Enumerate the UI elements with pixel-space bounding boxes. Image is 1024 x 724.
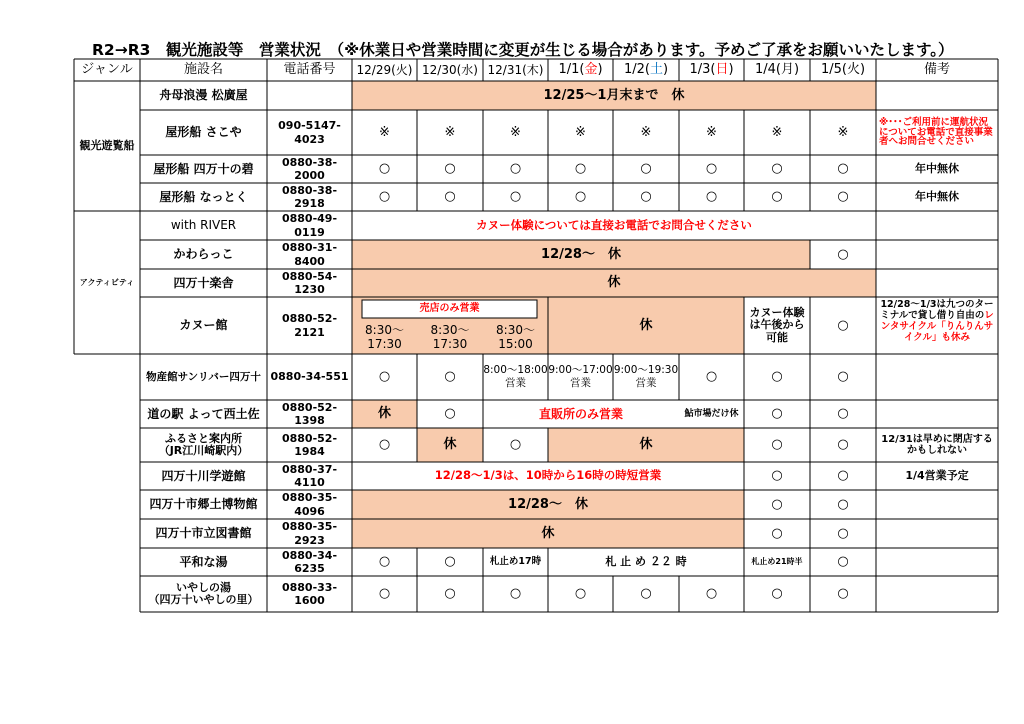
date-0102-post: ) [662, 62, 669, 78]
remark-rental-cycle-b: レンタサイクル「りんりんサイクル」 [880, 309, 994, 343]
facility-name: 平和な湯 [179, 554, 228, 569]
open-mark: ○ [640, 161, 652, 177]
date-0103-pre: 1/3( [689, 62, 716, 78]
open-mark: ○ [837, 586, 849, 602]
open-mark: ○ [837, 468, 849, 484]
phone-number: 0880-34-6235 [281, 548, 338, 575]
open-mark: ○ [574, 161, 587, 177]
open-mark: ○ [444, 406, 456, 422]
hours-1231: 8:00～18:00 営業 [483, 363, 548, 389]
shop-only-label: 売店のみ営業 [419, 303, 480, 314]
date-0102-day: 土 [649, 62, 663, 78]
open-mark: ○ [837, 437, 849, 453]
header-date-0102 [613, 59, 679, 81]
canoe-afternoon-note: カヌー体験 は午後から 可能 [749, 305, 805, 344]
phone-number: 0880-35-4096 [281, 491, 338, 518]
open-mark: ○ [837, 161, 849, 177]
facility-name: カヌー館 [179, 318, 228, 333]
open-mark: ○ [705, 189, 718, 205]
facility-name: with RIVER [170, 218, 237, 233]
phone-number: 090-5147-4023 [278, 119, 341, 146]
header-remarks: 備考 [923, 62, 950, 78]
remark-year-round: 年中無休 [915, 162, 959, 176]
date-0101-day: 金 [584, 62, 598, 78]
phone-number: 0880-52-1984 [281, 431, 338, 458]
header-date-0101 [548, 59, 613, 81]
closed-mark: 休 [639, 437, 653, 453]
open-mark: ○ [837, 317, 849, 333]
date-0103-day: 日 [715, 62, 729, 78]
facility-name: 四万十市郷土博物館 [149, 497, 258, 512]
note-mark: ※ [575, 124, 586, 140]
header-date-0103 [679, 59, 744, 81]
closed-mark: 休 [607, 275, 621, 291]
note-mark: ※ [444, 124, 456, 140]
open-mark: ○ [378, 554, 391, 570]
closed-mark: 休 [443, 437, 457, 453]
date-0101-pre: 1/1( [558, 62, 585, 78]
closed-mark: 休 [639, 317, 653, 333]
facility-name: ふるさと案内所 （JR江川崎駅内） [158, 431, 249, 457]
open-mark: ○ [771, 437, 783, 453]
note-mark: ※ [640, 124, 652, 140]
closed-period: 12/28～ 休 [508, 496, 588, 512]
phone-number: 0880-35-2923 [281, 520, 338, 547]
date-0103-post: ) [728, 62, 734, 78]
remark-year-round: 年中無休 [915, 190, 959, 204]
note-mark: ※ [510, 124, 521, 140]
open-mark: ○ [574, 189, 587, 205]
facility-name: 四万十川学遊館 [161, 468, 246, 483]
remark-early-close: 12/31は早めに閉店するかもしれない [881, 433, 993, 456]
open-mark: ○ [837, 525, 849, 541]
note-mark: ※ [771, 124, 783, 140]
date-0101-post: ) [597, 62, 603, 78]
open-mark: ○ [444, 161, 456, 177]
open-mark: ○ [837, 554, 849, 570]
facility-name: 四万十楽舎 [173, 275, 234, 290]
open-mark: ○ [509, 437, 522, 453]
open-mark: ○ [378, 437, 391, 453]
open-mark: ○ [837, 496, 849, 512]
header-date-0104: 1/4(月) [754, 62, 800, 78]
remark-open-plan: 1/4営業予定 [905, 469, 969, 483]
ayu-market-closed: 鮎市場だけ休 [684, 408, 739, 419]
open-mark: ○ [378, 189, 391, 205]
closed-mark: 休 [541, 525, 555, 541]
open-mark: ○ [771, 468, 783, 484]
open-mark: ○ [444, 586, 456, 602]
open-mark: ○ [771, 161, 783, 177]
phone-number: 0880-37-4110 [281, 462, 338, 489]
hours-0102: 9:00～19:30 営業 [613, 363, 679, 389]
open-mark: ○ [771, 369, 783, 385]
header-date-1231: 12/31(木) [487, 62, 544, 77]
canoe-inquiry-message: カヌー体験については直接お電話でお問合せください [476, 217, 752, 232]
remark-note: ※･･･ご利用前に運航状況についてお電話で直接事業者へお問合せください [879, 116, 993, 148]
open-mark: ○ [705, 369, 718, 385]
header-date-0105: 1/5(火) [820, 62, 866, 78]
hours-1231: 8:30～ 15:00 [496, 322, 535, 351]
date-0102-pre: 1/2( [623, 62, 650, 78]
open-mark: ○ [444, 554, 456, 570]
open-mark: ○ [444, 369, 456, 385]
phone-number: 0880-38-2918 [281, 183, 338, 210]
hours-0101: 9:00～17:00 営業 [548, 363, 613, 389]
open-mark: ○ [378, 586, 391, 602]
open-mark: ○ [771, 406, 783, 422]
header-phone: 電話番号 [283, 62, 336, 78]
remark-rental-cycle-a: 12/28～1/3は九つのターミナルで貸し借り自由の [880, 299, 994, 321]
open-mark: ○ [837, 246, 849, 262]
open-mark: ○ [705, 161, 718, 177]
remark-rental-cycle [877, 297, 997, 354]
phone-number: 0880-52-1398 [281, 400, 338, 427]
open-mark: ○ [444, 189, 456, 205]
open-mark: ○ [509, 586, 522, 602]
facility-name: いやしの湯 （四万十いやしの里） [148, 580, 259, 606]
phone-number: 0880-31-8400 [281, 241, 338, 268]
remark-rental-cycle-c: も休み [941, 331, 971, 343]
facility-name: 舟母浪漫 松廣屋 [159, 88, 248, 103]
open-mark: ○ [705, 586, 718, 602]
note-mark: ※ [837, 124, 849, 140]
phone-number: 0880-52-2121 [281, 312, 338, 339]
page-title: R2→R3 観光施設等 営業状況 （※休業日や営業時間に変更が生じる場合があります。予めご了承をお願いいたします。） [92, 41, 954, 59]
phone-number: 0880-33-1600 [281, 580, 338, 607]
open-mark: ○ [771, 189, 783, 205]
open-mark: ○ [771, 496, 783, 512]
genre-activity: アクティビティ [79, 277, 135, 287]
facility-name: 道の駅 よって西土佐 [147, 406, 260, 421]
hours-1230: 8:30～ 17:30 [430, 322, 470, 351]
facility-name: 屋形船 さこや [165, 125, 242, 140]
last-entry-22: 札 止 め ２２ 時 [605, 555, 687, 569]
direct-sales-only: 直販所のみ営業 [538, 406, 623, 421]
hours-1229: 8:30～ 17:30 [365, 322, 404, 351]
open-mark: ○ [640, 586, 652, 602]
open-mark: ○ [509, 161, 522, 177]
closed-period: 12/28～ 休 [541, 246, 621, 262]
phone-number: 0880-54-1230 [281, 269, 338, 296]
header-date-1230: 12/30(水) [422, 62, 478, 77]
open-mark: ○ [771, 525, 783, 541]
facility-name: 物産館サンリバー四万十 [146, 370, 261, 383]
header-date-1229: 12/29(火) [356, 62, 413, 77]
last-entry-17: 札止め17時 [489, 556, 542, 568]
facility-name: 四万十市立図書館 [155, 526, 252, 541]
open-mark: ○ [771, 586, 783, 602]
phone-number: 0880-34-551 [270, 370, 349, 384]
open-mark: ○ [640, 189, 652, 205]
open-mark: ○ [378, 369, 391, 385]
header-facility: 施設名 [183, 62, 223, 78]
genre-sightseeing: 観光遊覧船 [79, 139, 135, 153]
shortened-hours: 12/28～1/3は、10時から16時の時短営業 [434, 468, 662, 483]
last-entry-2130: 札止め21時半 [751, 557, 803, 567]
phone-number: 0880-38-2000 [281, 155, 338, 182]
facility-name: 屋形船 なっとく [159, 189, 248, 204]
phone-number: 0880-49-0119 [281, 212, 338, 239]
open-mark: ○ [574, 586, 587, 602]
open-mark: ○ [837, 406, 849, 422]
open-mark: ○ [378, 161, 391, 177]
closed-mark: 休 [377, 406, 391, 422]
header-genre: ジャンル [81, 62, 133, 78]
facility-name: 屋形船 四万十の碧 [153, 161, 254, 176]
open-mark: ○ [509, 189, 522, 205]
phone-number [267, 81, 352, 110]
closed-period: 12/25～1月末まで 休 [543, 87, 685, 103]
open-mark: ○ [837, 189, 849, 205]
open-mark: ○ [837, 369, 849, 385]
note-mark: ※ [706, 124, 717, 140]
note-mark: ※ [379, 124, 390, 140]
facility-name: かわらっこ [173, 247, 234, 262]
